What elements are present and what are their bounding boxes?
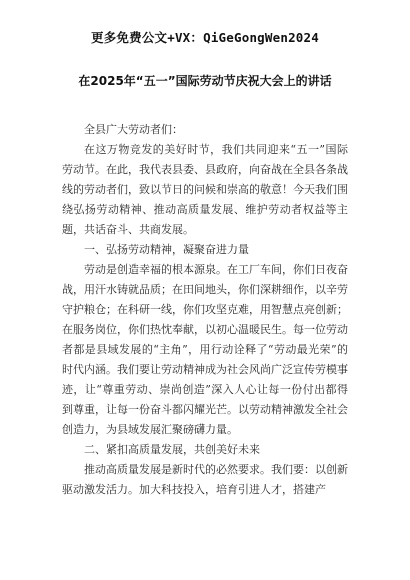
greeting: 全县广大劳动者们：: [84, 123, 183, 136]
paragraph-intro: 在这万物竞发的美好时节，我们共同迎来“五一”国际劳动节。在此，我代表县委、县政府，向奋战在全县各条战线的劳动者们，致以节日的问候和崇高的敬意！今天我们围绕弘扬劳动精神、推动高质量发展、维护劳动者权益等主题，共话奋斗、共商发展。: [62, 143, 348, 236]
section-heading-2: 二、紧扣高质量发展，共创美好未来: [84, 443, 260, 456]
document-body: [62, 120, 348, 500]
section-heading-1: 一、弘扬劳动精神，凝聚奋进力量: [84, 243, 249, 256]
paragraph-section-2: 推动高质量发展是新时代的必然要求。我们要：以创新驱动激发活力。加大科技投入，培育引进人才，搭建产: [62, 463, 348, 496]
paragraph-section-1: 劳动是创造幸福的根本源泉。在工厂车间，你们日夜奋战，用汗水铸就品质；在田间地头，你们深耕细作，以辛劳守护粮仓；在科研一线，你们攻坚克难，用智慧点亮创新；在服务岗位，你们热忱奉献，以初心温暖民生。每一位劳动者都是县域发展的“主角”，用行动诠释了“劳动最光荣”的时代内涵。我们要让劳动精神成为社会风尚广泛宣传劳模事迹，让“尊重劳动、崇尚创造”深入人心让每一份付出都得到尊重，让每一份奋斗都闪耀光芒。以劳动精神激发全社会创造力，为县域发展汇聚磅礴力量。: [62, 263, 348, 436]
watermark-header: 更多免费公文+VX：QiGeGongWen2024: [91, 30, 319, 45]
document-title: 在2025年“五一”国际劳动节庆祝大会上的讲话: [78, 74, 332, 88]
